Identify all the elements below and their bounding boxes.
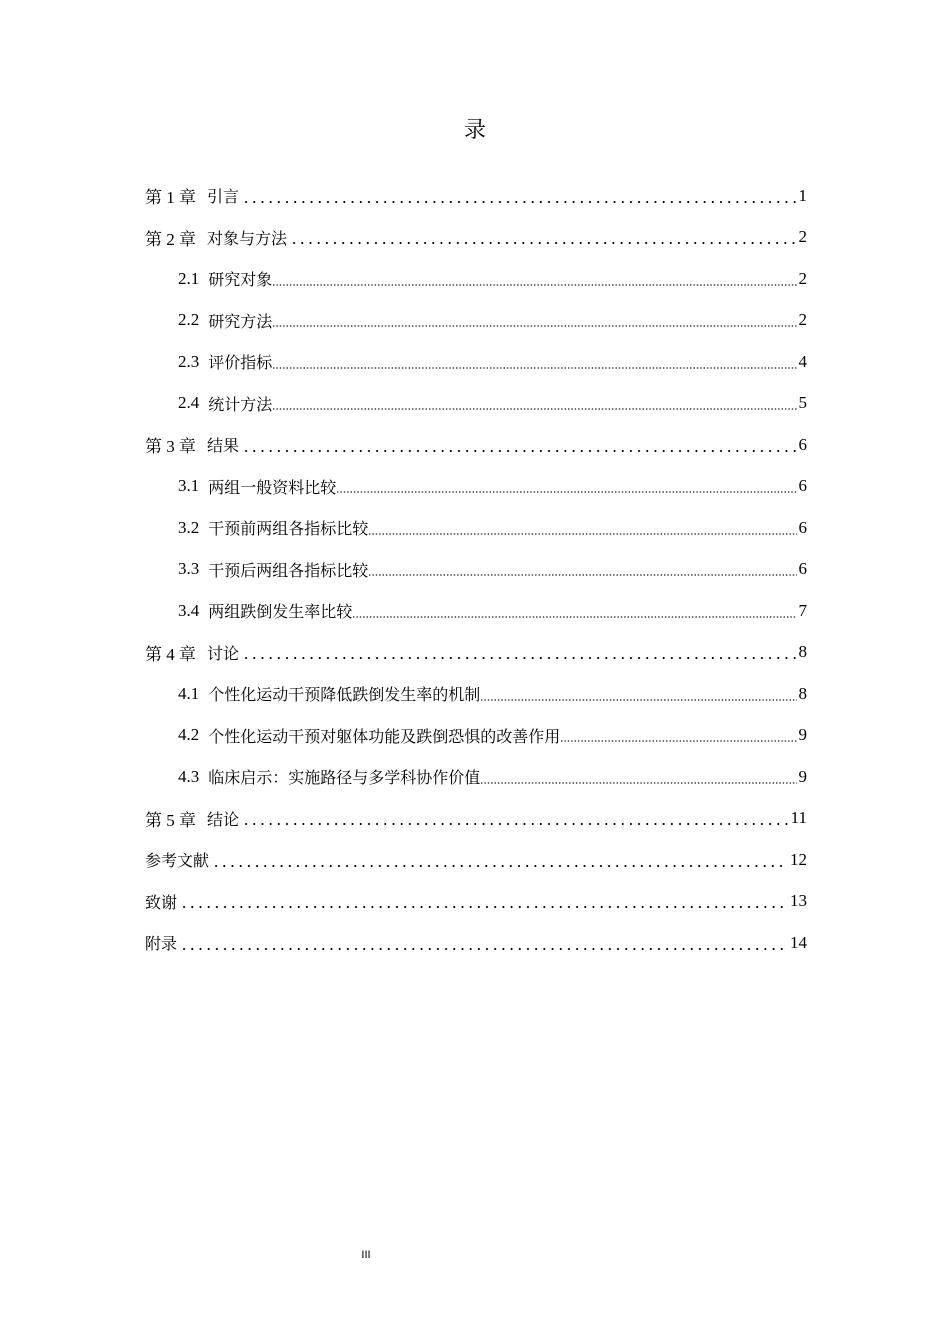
toc-entry-number: 第 5 章: [145, 810, 196, 830]
toc-entry-page: 2: [798, 268, 807, 288]
toc-entry-number: 2.2: [178, 310, 200, 330]
dot-leader: [352, 603, 796, 619]
dot-leader: [240, 810, 789, 826]
toc-entry-chapter-5[interactable]: [145, 798, 807, 840]
toc-entry-page: 9: [798, 766, 807, 786]
toc-entry-page: 6: [798, 434, 807, 454]
toc-entry-section-2-2[interactable]: [145, 300, 807, 342]
toc-entry-section-3-2[interactable]: [145, 507, 807, 549]
dot-leader: [336, 478, 796, 494]
toc-entry-label: 研究对象: [208, 270, 273, 290]
toc-entry-number: 第 2 章: [145, 229, 196, 249]
dot-leader: [272, 395, 796, 411]
toc-entry-page: 8: [798, 683, 807, 703]
toc-entry-page: 1: [798, 185, 807, 205]
toc-entry-chapter-2[interactable]: [145, 217, 807, 259]
toc-entry-chapter-3[interactable]: [145, 424, 807, 466]
toc-entry-section-4-2[interactable]: [145, 715, 807, 757]
dot-leader: [560, 727, 796, 743]
toc-entry-label: 研究方法: [208, 311, 273, 331]
toc-entry-number: 第 1 章: [145, 188, 196, 208]
dot-leader: [240, 644, 796, 660]
toc-entry-number: 4.3: [178, 766, 200, 786]
toc-entry-number: 3.3: [178, 559, 200, 579]
dot-leader: [480, 769, 796, 785]
dot-leader: [368, 520, 796, 536]
toc-entry-page: 14: [790, 932, 807, 952]
toc-entry-label: 个性化运动干预降低跌倒发生率的机制: [208, 685, 481, 705]
dot-leader: [178, 893, 788, 909]
toc-entry-label: 结论: [207, 809, 240, 829]
toc-entry-section-4-3[interactable]: [145, 756, 807, 798]
toc-entry-chapter-1[interactable]: [145, 175, 807, 217]
dot-leader: [288, 229, 796, 245]
toc-entry-label: 干预前两组各指标比较: [208, 519, 369, 539]
toc-entry-page: 2: [798, 227, 807, 247]
toc-entry-number: 2.3: [178, 351, 200, 371]
toc-entry-label: 讨论: [207, 643, 240, 663]
dot-leader: [178, 935, 788, 951]
table-of-contents: [145, 175, 807, 964]
toc-entry-number: 4.1: [178, 683, 200, 703]
toc-entry-section-3-3[interactable]: [145, 549, 807, 591]
toc-entry-chapter-4[interactable]: [145, 632, 807, 674]
toc-entry-appendix[interactable]: [145, 922, 807, 964]
toc-entry-label: 评价指标: [208, 353, 273, 373]
toc-entry-label: 两组跌倒发生率比较: [208, 602, 353, 622]
toc-entry-number: 2.1: [178, 268, 200, 288]
toc-entry-page: 6: [798, 517, 807, 537]
dot-leader: [240, 437, 796, 453]
toc-entry-page: 5: [798, 393, 807, 413]
dot-leader: [272, 312, 796, 328]
toc-entry-label: 引言: [207, 187, 240, 207]
toc-entry-page: 13: [790, 891, 807, 911]
toc-entry-acknowledgements[interactable]: [145, 881, 807, 923]
dot-leader: [210, 852, 788, 868]
toc-entry-page: 2: [798, 310, 807, 330]
page-number-footer: III: [361, 1249, 371, 1261]
toc-entry-references[interactable]: [145, 839, 807, 881]
dot-leader: [368, 561, 796, 577]
toc-entry-section-2-1[interactable]: [145, 258, 807, 300]
toc-entry-number: 4.2: [178, 725, 200, 745]
toc-entry-label: 临床启示：实施路径与多学科协作价值: [208, 768, 481, 788]
toc-entry-section-2-4[interactable]: [145, 383, 807, 425]
toc-entry-label: 两组一般资料比较: [208, 477, 337, 497]
toc-entry-page: 8: [798, 642, 807, 662]
toc-entry-page: 11: [790, 808, 807, 828]
toc-entry-section-3-4[interactable]: [145, 590, 807, 632]
toc-entry-label: 对象与方法: [207, 228, 288, 248]
toc-entry-label: 参考文献: [145, 851, 210, 871]
toc-entry-page: 6: [798, 476, 807, 496]
toc-entry-label: 统计方法: [208, 394, 273, 414]
dot-leader: [480, 686, 796, 702]
dot-leader: [272, 354, 796, 370]
toc-entry-section-3-1[interactable]: [145, 466, 807, 508]
toc-entry-section-4-1[interactable]: [145, 673, 807, 715]
toc-entry-number: 3.1: [178, 476, 200, 496]
toc-entry-number: 3.2: [178, 517, 200, 537]
toc-entry-label: 干预后两组各指标比较: [208, 560, 369, 580]
toc-entry-page: 9: [798, 725, 807, 745]
toc-entry-section-2-3[interactable]: [145, 341, 807, 383]
toc-entry-number: 2.4: [178, 393, 200, 413]
dot-leader: [240, 188, 796, 204]
dot-leader: [272, 271, 796, 287]
toc-entry-label: 致谢: [145, 892, 178, 912]
toc-entry-number: 第 3 章: [145, 437, 196, 457]
toc-entry-page: 6: [798, 559, 807, 579]
toc-entry-number: 3.4: [178, 600, 200, 620]
toc-entry-page: 7: [798, 600, 807, 620]
toc-entry-label: 结果: [207, 436, 240, 456]
toc-entry-label: 附录: [145, 934, 178, 954]
toc-entry-label: 个性化运动干预对躯体功能及跌倒恐惧的改善作用: [208, 726, 561, 746]
toc-entry-page: 4: [798, 351, 807, 371]
page-title: 录: [463, 118, 486, 143]
toc-entry-page: 12: [790, 849, 807, 869]
toc-entry-number: 第 4 章: [145, 644, 196, 664]
